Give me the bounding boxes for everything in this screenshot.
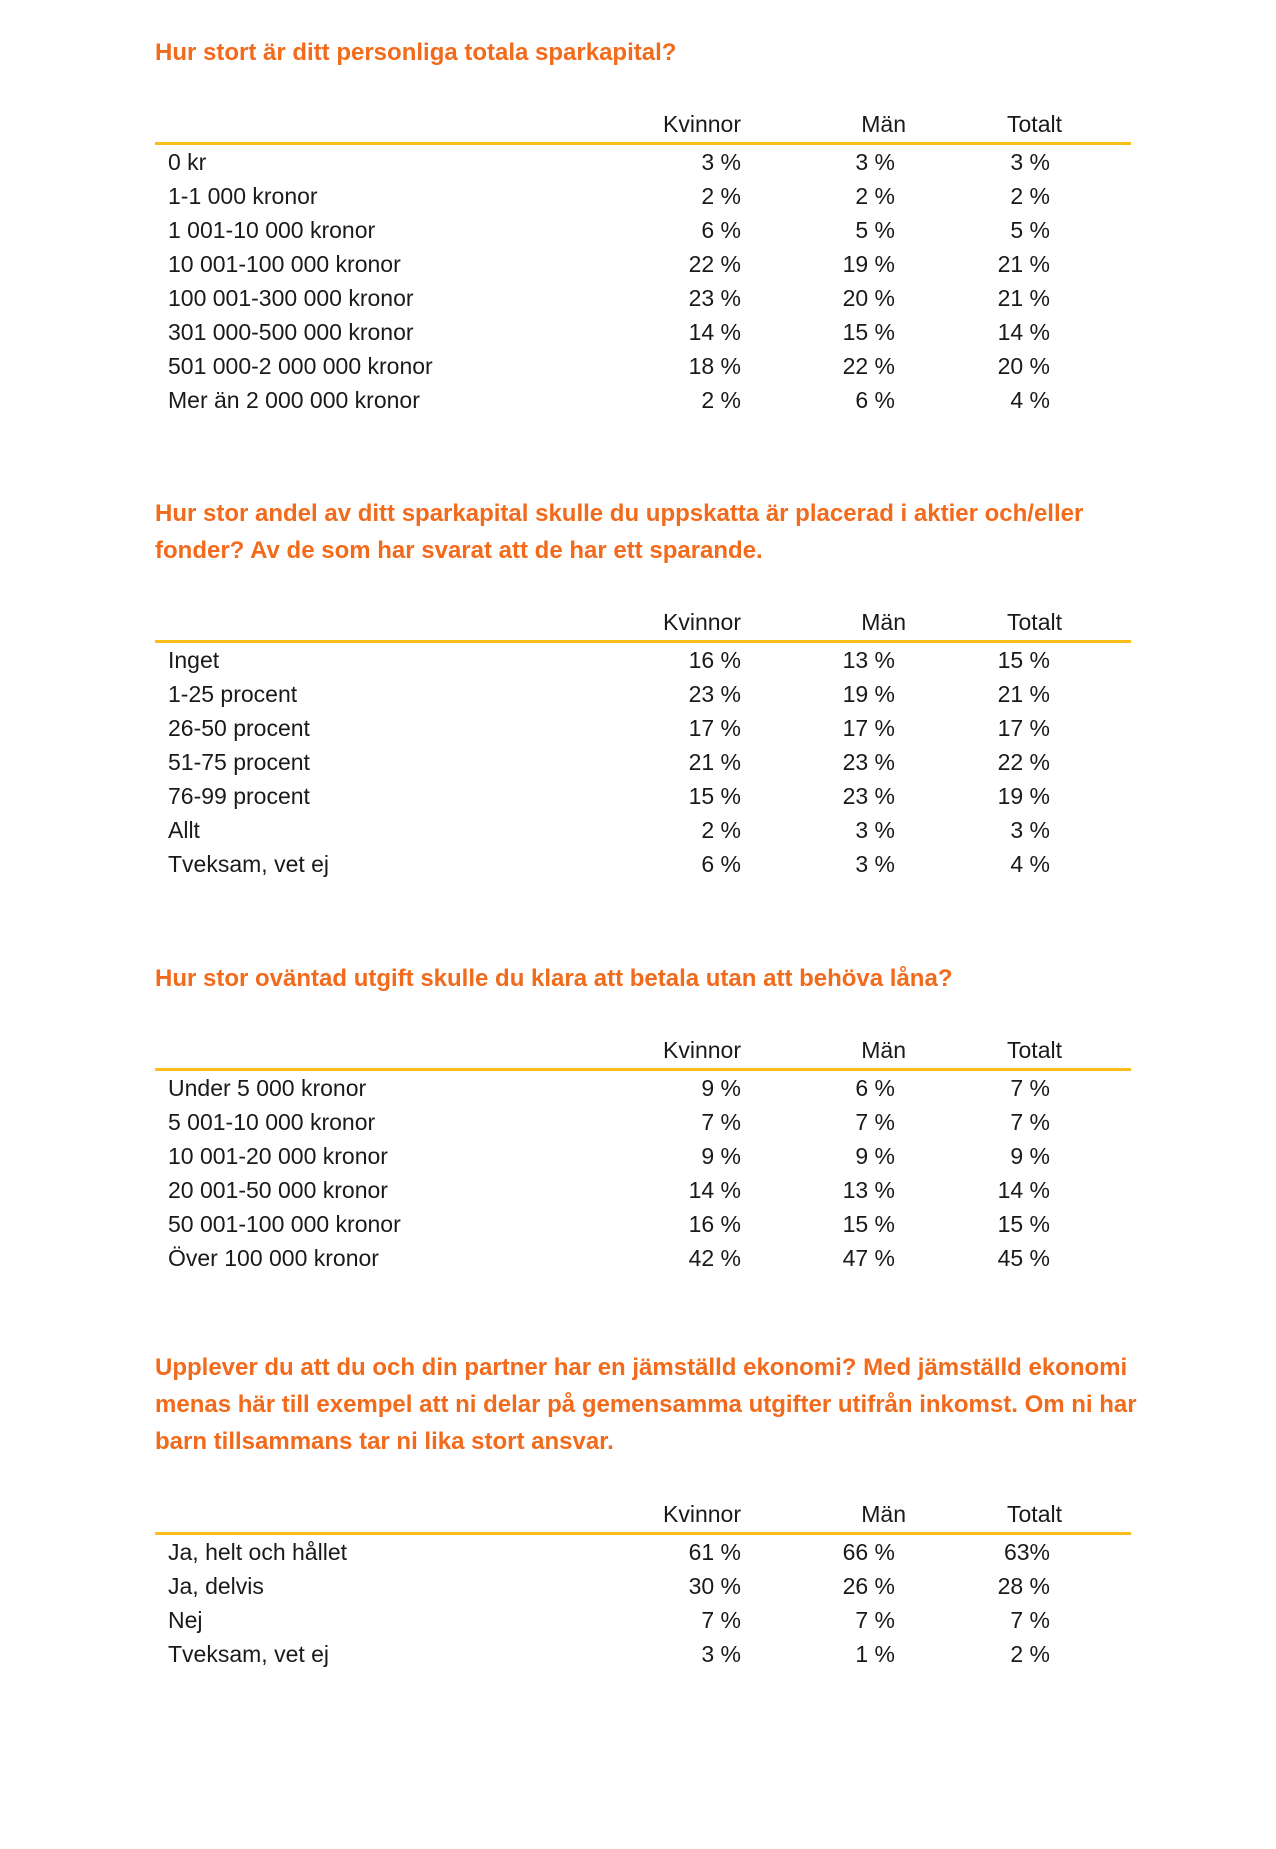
table-header [155,106,1131,145]
row-label: 301 000-500 000 kronor [168,319,414,345]
question-heading: Hur stor andel av ditt sparkapital skulle du uppskatta är placerad i aktier och/eller fonder? Av de som har svarat att de har ett sparande. [155,500,1084,564]
column-header-women: Kvinnor [663,1501,741,1527]
row-label: 501 000-2 000 000 kronor [168,353,433,379]
value-men: 6 % [855,1075,895,1101]
value-total: 3 % [1010,149,1050,175]
value-total: 19 % [997,783,1050,809]
column-header-women: Kvinnor [663,111,741,137]
value-women: 18 % [688,353,741,379]
column-header-women: Kvinnor [663,1037,741,1063]
row-label: Tveksam, vet ej [168,1641,330,1667]
row-label: Över 100 000 kronor [168,1245,379,1271]
table-row [155,1569,1131,1603]
table-row [155,677,1131,711]
value-women: 15 % [688,783,741,809]
table-row [155,1637,1131,1671]
value-total: 21 % [997,681,1050,707]
value-women: 14 % [688,1177,741,1203]
value-women: 23 % [688,681,741,707]
value-men: 13 % [842,1177,895,1203]
value-women: 9 % [701,1143,741,1169]
value-women: 3 % [701,1641,741,1667]
row-label: Nej [168,1607,203,1633]
row-label: 1-1 000 kronor [168,183,318,209]
row-label: Under 5 000 kronor [168,1075,367,1101]
value-men: 19 % [842,681,895,707]
table-header [155,1032,1131,1071]
value-total: 5 % [1010,217,1050,243]
results-table [155,1032,1131,1275]
row-label: Allt [168,817,200,843]
value-total: 15 % [997,647,1050,673]
value-total: 15 % [997,1211,1050,1237]
value-women: 23 % [688,285,741,311]
question-heading: Hur stort är ditt personliga totala sparkapital? [155,39,677,66]
table-row [155,847,1131,881]
row-label: Mer än 2 000 000 kronor [168,387,420,413]
value-total: 9 % [1010,1143,1050,1169]
value-total: 2 % [1010,183,1050,209]
value-total: 63% [1003,1539,1050,1565]
value-total: 4 % [1010,387,1050,413]
table-row [155,779,1131,813]
row-label: 26-50 procent [168,715,310,741]
value-total: 3 % [1010,817,1050,843]
row-label: 5 001-10 000 kronor [168,1109,376,1135]
column-header-men: Män [861,1037,906,1063]
table-row [155,1603,1131,1637]
value-men: 7 % [855,1607,895,1633]
results-table [155,604,1131,881]
row-label: 20 001-50 000 kronor [168,1177,388,1203]
value-women: 2 % [701,387,741,413]
value-men: 19 % [842,251,895,277]
value-women: 2 % [701,183,741,209]
table-row [155,1071,1131,1105]
value-total: 7 % [1010,1075,1050,1101]
table-row [155,213,1131,247]
table-row [155,1139,1131,1173]
value-total: 4 % [1010,851,1050,877]
table-row [155,1207,1131,1241]
table-row [155,711,1131,745]
value-men: 6 % [855,387,895,413]
value-total: 45 % [997,1245,1050,1271]
column-header-men: Män [861,1501,906,1527]
table-row [155,643,1131,677]
value-total: 14 % [997,319,1050,345]
column-header-total: Totalt [1007,1037,1062,1063]
row-label: 1 001-10 000 kronor [168,217,376,243]
row-label: 0 kr [168,149,207,175]
value-women: 2 % [701,817,741,843]
value-women: 21 % [688,749,741,775]
table-row [155,179,1131,213]
value-total: 14 % [997,1177,1050,1203]
value-women: 16 % [688,647,741,673]
row-label: Tveksam, vet ej [168,851,330,877]
column-header-total: Totalt [1007,609,1062,635]
value-women: 42 % [688,1245,741,1271]
value-total: 21 % [997,285,1050,311]
value-women: 61 % [688,1539,741,1565]
value-women: 30 % [688,1573,741,1599]
value-women: 17 % [688,715,741,741]
value-total: 22 % [997,749,1050,775]
column-header-men: Män [861,111,906,137]
column-header-women: Kvinnor [663,609,741,635]
value-men: 20 % [842,285,895,311]
value-men: 17 % [842,715,895,741]
row-label: Ja, delvis [168,1573,264,1599]
row-label: 50 001-100 000 kronor [168,1211,401,1237]
table-row [155,145,1131,179]
section-stocks-share [155,495,1165,877]
value-men: 3 % [855,149,895,175]
value-men: 5 % [855,217,895,243]
row-label: Inget [168,647,220,673]
value-total: 21 % [997,251,1050,277]
value-men: 1 % [855,1641,895,1667]
value-men: 22 % [842,353,895,379]
table-row [155,1535,1131,1569]
value-total: 17 % [997,715,1050,741]
row-label: 1-25 procent [168,681,298,707]
table-header [155,1496,1131,1535]
table-row [155,349,1131,383]
row-label: Ja, helt och hållet [168,1539,348,1565]
table-row [155,1105,1131,1139]
table-row [155,745,1131,779]
value-men: 47 % [842,1245,895,1271]
value-women: 7 % [701,1109,741,1135]
row-label: 10 001-100 000 kronor [168,251,401,277]
value-men: 2 % [855,183,895,209]
value-men: 66 % [842,1539,895,1565]
table-row [155,281,1131,315]
table-row [155,383,1131,417]
table-header [155,604,1131,643]
value-men: 3 % [855,817,895,843]
value-men: 26 % [842,1573,895,1599]
value-men: 23 % [842,783,895,809]
value-women: 22 % [688,251,741,277]
section-equal-economy [155,1349,1165,1667]
row-label: 100 001-300 000 kronor [168,285,414,311]
table-row [155,247,1131,281]
value-total: 20 % [997,353,1050,379]
row-label: 51-75 procent [168,749,310,775]
value-total: 7 % [1010,1607,1050,1633]
row-label: 76-99 procent [168,783,310,809]
results-table [155,1496,1131,1671]
value-total: 2 % [1010,1641,1050,1667]
column-header-total: Totalt [1007,111,1062,137]
table-row [155,1241,1131,1275]
results-table [155,106,1131,417]
section-savings-capital [155,34,1165,413]
row-label: 10 001-20 000 kronor [168,1143,388,1169]
question-heading: Hur stor oväntad utgift skulle du klara att betala utan att behöva låna? [155,965,953,992]
table-row [155,315,1131,349]
value-men: 23 % [842,749,895,775]
value-women: 3 % [701,149,741,175]
value-total: 28 % [997,1573,1050,1599]
value-men: 3 % [855,851,895,877]
value-men: 13 % [842,647,895,673]
value-women: 9 % [701,1075,741,1101]
value-women: 16 % [688,1211,741,1237]
question-heading: Upplever du att du och din partner har en jämställd ekonomi? Med jämställd ekonomi menas här till exempel att ni delar på gemensamma utgifter utifrån inkomst. Om ni har barn tillsammans tar ni lika stort ansvar. [155,1354,1137,1455]
column-header-total: Totalt [1007,1501,1062,1527]
table-row [155,1173,1131,1207]
value-men: 15 % [842,1211,895,1237]
value-women: 14 % [688,319,741,345]
section-unexpected-expense [155,960,1165,1271]
value-men: 9 % [855,1143,895,1169]
value-men: 7 % [855,1109,895,1135]
value-total: 7 % [1010,1109,1050,1135]
column-header-men: Män [861,609,906,635]
value-women: 6 % [701,851,741,877]
table-row [155,813,1131,847]
value-women: 7 % [701,1607,741,1633]
value-women: 6 % [701,217,741,243]
value-men: 15 % [842,319,895,345]
